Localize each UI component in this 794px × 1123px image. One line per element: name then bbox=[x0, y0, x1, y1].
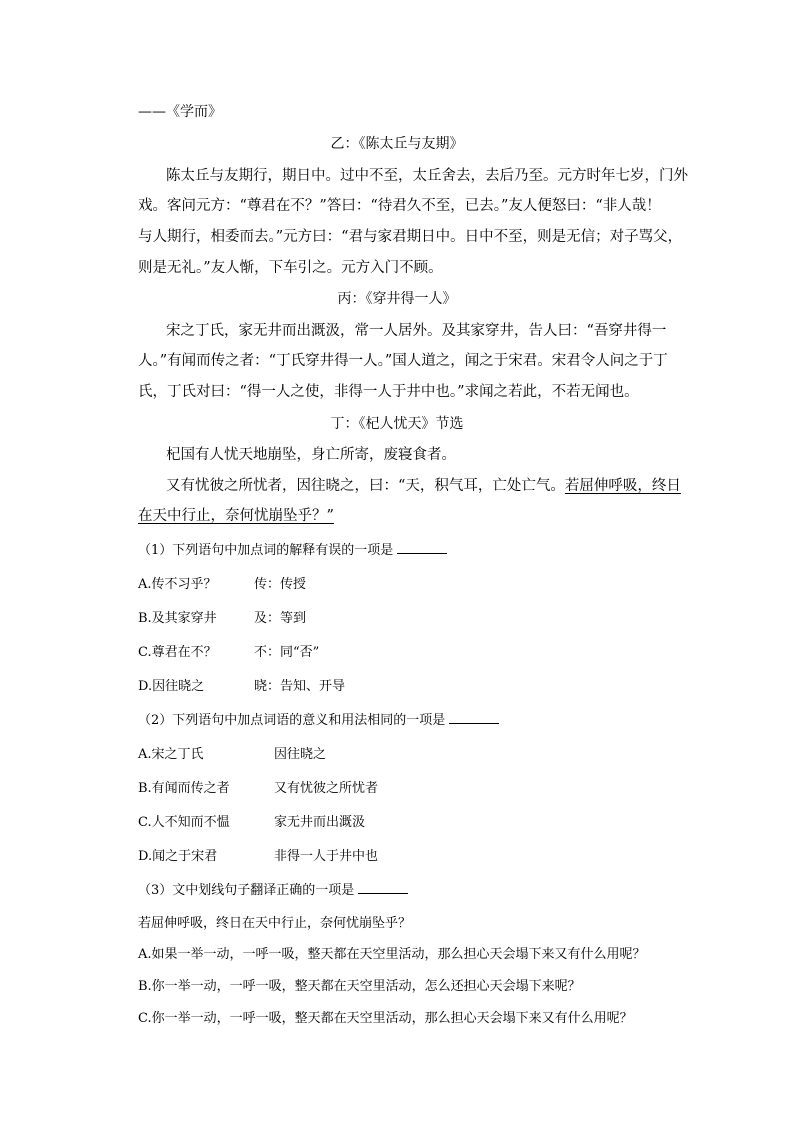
question-3-stem-text: （3）文中划线句子翻译正确的一项是 bbox=[138, 883, 355, 898]
passage-bing-line-3: 氏，丁氏对曰：“得一人之使，非得一人于井中也。”求闻之若此，不若无闻也。 bbox=[138, 384, 639, 400]
passage-ding-line-2-plain: 又有忧彼之所忧者，因往晓之，曰：“天，积气耳，亡处亡气。 bbox=[166, 478, 565, 494]
option-label: C.人不知而不愠 bbox=[138, 815, 230, 830]
answer-blank-3[interactable] bbox=[358, 881, 408, 894]
passage-ding-line-2 bbox=[166, 476, 681, 496]
option-gloss: 晓：告知、开导 bbox=[254, 679, 346, 694]
option-gloss: 及：等到 bbox=[254, 611, 307, 626]
question-3-sentence: 若屈伸呼吸，终日在天中行止，奈何忧崩坠乎？ bbox=[138, 916, 412, 931]
question-2-stem bbox=[138, 711, 499, 731]
passage-jia-source: ——《学而》 bbox=[138, 104, 222, 120]
option-pair: 又有忧彼之所忧者 bbox=[274, 781, 379, 796]
question-2-stem-text: （2）下列语句中加点词语的意义和用法相同的一项是 bbox=[138, 713, 446, 728]
passage-yi-line-2: 戏。客问元方：“尊君在不？”答曰：“待君久不至，已去。”友人便怒曰：“非人哉！ bbox=[138, 198, 661, 214]
option-label: D.闻之于宋君 bbox=[138, 849, 218, 864]
question-1-stem bbox=[138, 541, 447, 561]
question-3-option-a: A.如果一举一动，一呼一吸，整天都在天空里活动，那么担心天会塌下来又有什么用呢？ bbox=[138, 947, 646, 962]
passage-bing-line-2: 人。”有闻而传之者：“丁氏穿井得一人。”国人道之，闻之于宋君。宋君令人问之于丁 bbox=[138, 353, 668, 369]
question-3-option-b: B.你一举一动，一呼一吸，整天都在天空里活动，怎么还担心天会塌下来呢？ bbox=[138, 979, 581, 994]
question-1-option-c bbox=[138, 643, 320, 663]
option-label: C.尊君在不？ bbox=[138, 645, 217, 660]
question-2-option-b bbox=[138, 779, 379, 799]
option-pair: 因往晓之 bbox=[274, 747, 327, 762]
passage-ding-title: 丁：《杞人忧天》节选 bbox=[330, 416, 464, 432]
passage-ding-line-1: 杞国有人忧天地崩坠，身亡所寄，废寝食者。 bbox=[166, 447, 456, 463]
question-3-stem bbox=[138, 881, 408, 901]
option-pair: 非得一人于井中也 bbox=[274, 849, 379, 864]
passage-yi-line-4: 则是无礼。”友人惭，下车引之。元方入门不顾。 bbox=[138, 260, 443, 276]
question-1-option-a bbox=[138, 575, 307, 595]
underlined-sentence-part-1: 若屈伸呼吸，终日 bbox=[564, 478, 681, 494]
passage-yi-line-3: 与人期行，相委而去。”元方曰：“君与家君期日中。日中不至，则是无信；对子骂父， bbox=[138, 229, 683, 245]
option-gloss: 传：传授 bbox=[254, 577, 307, 592]
answer-blank-2[interactable] bbox=[449, 711, 499, 724]
underlined-sentence-part-2: 在天中行止，奈何忧崩坠乎？” bbox=[138, 508, 334, 524]
option-label: B.及其家穿井 bbox=[138, 611, 217, 626]
question-3-option-c: C.你一举一动，一呼一吸，整天都在天空里活动，那么担心天会塌下来又有什么用呢？ bbox=[138, 1011, 633, 1026]
passage-bing-title: 丙：《穿井得一人》 bbox=[337, 291, 457, 307]
question-2-option-a bbox=[138, 745, 327, 765]
option-pair: 家无井而出溉汲 bbox=[274, 815, 366, 830]
question-1-option-b bbox=[138, 609, 307, 629]
question-2-option-c bbox=[138, 813, 366, 833]
option-label: A.传不习乎？ bbox=[138, 577, 217, 592]
question-2-option-d bbox=[138, 847, 379, 867]
question-1-stem-text: （1）下列语句中加点词的解释有误的一项是 bbox=[138, 543, 394, 558]
passage-ding-line-3 bbox=[138, 506, 334, 526]
passage-yi-line-1: 陈太丘与友期行，期日中。过中不至，太丘舍去，去后乃至。元方时年七岁，门外 bbox=[166, 168, 688, 184]
answer-blank-1[interactable] bbox=[397, 541, 447, 554]
passage-yi-title: 乙：《陈太丘与友期》 bbox=[330, 136, 464, 152]
option-gloss: 不：同“否” bbox=[254, 645, 320, 660]
option-label: D.因往晓之 bbox=[138, 679, 205, 694]
option-label: A.宋之丁氏 bbox=[138, 747, 204, 762]
option-label: B.有闻而传之者 bbox=[138, 781, 230, 796]
passage-bing-line-1: 宋之丁氏，家无井而出溉汲，常一人居外。及其家穿井，告人曰：“吾穿井得一 bbox=[166, 323, 667, 339]
question-1-option-d bbox=[138, 677, 346, 697]
